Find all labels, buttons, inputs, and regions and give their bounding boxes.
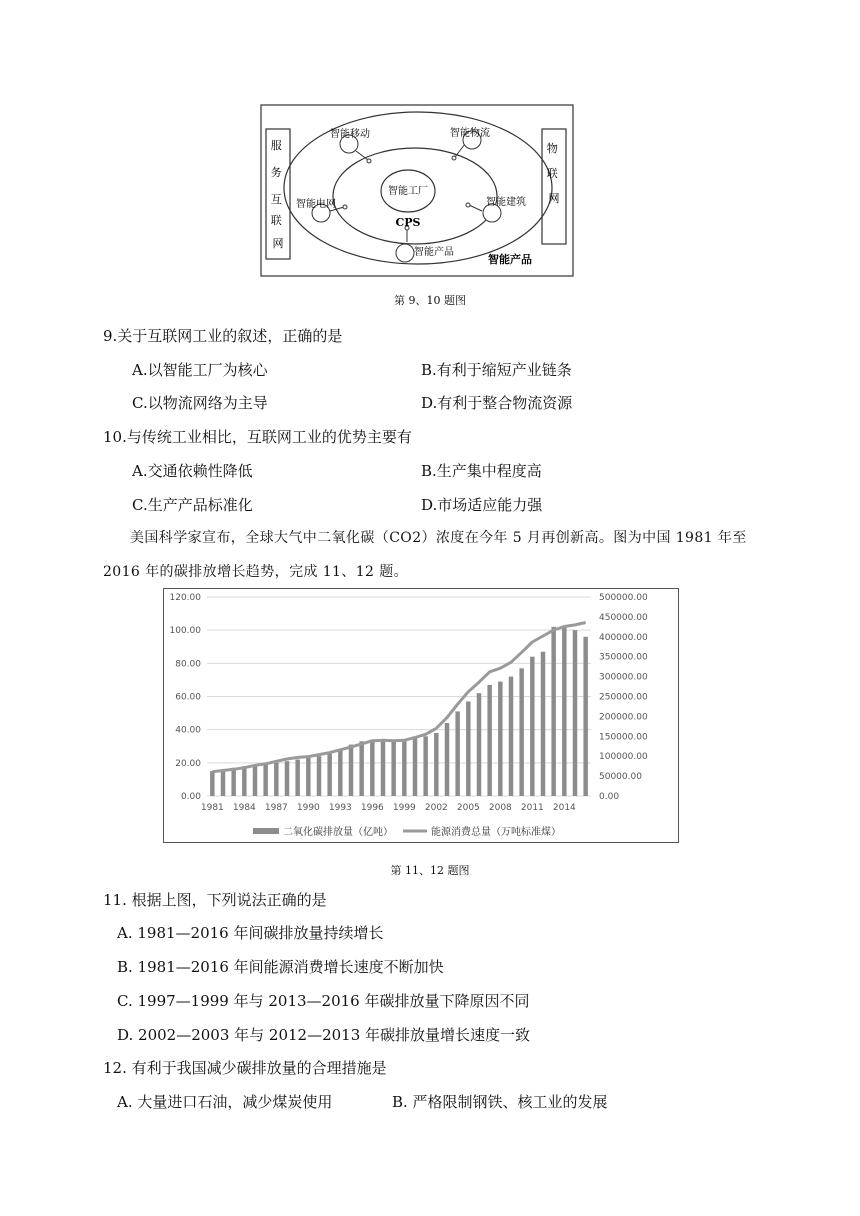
bar-co2 [519, 668, 523, 796]
y-right-tick-label: 400000.00 [599, 632, 648, 643]
y-left-tick-label: 0.00 [180, 792, 201, 802]
node-circle-product [396, 244, 414, 262]
q9-stem: 9.关于互联网工业的叙述，正确的是 [103, 327, 343, 345]
q11-option-b[interactable]: B. 1981—2016 年间能源消费增长速度不断加快 [117, 958, 444, 976]
x-tick-label: 2002 [424, 803, 448, 813]
y-left-tick-label: 20.00 [175, 758, 201, 769]
y-right-tick-label: 300000.00 [599, 672, 648, 683]
node-label-building: 智能建筑 [486, 197, 526, 208]
node-label-product: 智能产品 [414, 247, 454, 258]
bar-co2 [391, 741, 395, 796]
y-left-tick-label: 100.00 [169, 626, 201, 637]
legend-label-energy: 能源消费总量（万吨标准煤） [431, 827, 561, 838]
bar-co2 [253, 764, 257, 796]
q10-option-b[interactable]: B.生产集中程度高 [421, 462, 542, 480]
internet-industry-diagram [260, 104, 575, 278]
y-right-tick-label: 350000.00 [599, 652, 648, 663]
left-box-char-5: 网 [272, 237, 284, 250]
legend-swatch-co2 [253, 828, 279, 834]
bar-co2 [541, 652, 545, 796]
carbon-emission-chart [163, 588, 679, 843]
bar-co2 [487, 685, 491, 796]
legend-label-co2: 二氧化碳排放量（亿吨） [283, 827, 393, 838]
x-tick-label: 1993 [328, 803, 352, 813]
left-box-char-2: 务 [270, 166, 282, 179]
y-right-tick-label: 500000.00 [599, 593, 648, 603]
q10-stem: 10.与传统工业相比，互联网工业的优势主要有 [103, 428, 412, 446]
bar-co2 [551, 627, 555, 796]
bar-co2 [231, 768, 235, 796]
bar-co2 [242, 766, 246, 796]
bar-co2 [317, 756, 321, 796]
bar-co2 [413, 738, 417, 796]
bar-co2 [295, 760, 299, 796]
bar-co2 [210, 771, 214, 796]
y-right-tick-label: 450000.00 [599, 612, 648, 623]
right-box-char-3: 网 [548, 192, 560, 205]
y-right-tick-label: 150000.00 [599, 732, 648, 743]
bar-co2 [349, 745, 353, 796]
x-tick-label: 1984 [232, 803, 256, 813]
right-box-label [547, 141, 562, 205]
bar-co2 [359, 741, 363, 796]
passage-line-2: 2016 年的碳排放增长趋势，完成 11、12 题。 [103, 564, 409, 580]
bar-co2 [381, 740, 385, 796]
q9-option-a[interactable]: A.以智能工厂为核心 [132, 361, 268, 379]
x-tick-label: 2005 [456, 803, 480, 813]
q11-option-c[interactable]: C. 1997—1999 年与 2013—2016 年碳排放量下降原因不同 [117, 992, 530, 1010]
left-box-char-1: 服 [270, 139, 282, 152]
bar-co2 [338, 750, 342, 796]
node-label-logistics: 智能物流 [450, 128, 490, 139]
y-right-tick-label: 100000.00 [599, 752, 648, 763]
bar-co2 [285, 761, 289, 796]
q10-option-d[interactable]: D.市场适应能力强 [421, 496, 543, 514]
bar-co2 [370, 740, 374, 796]
y-right-tick-label: 0.00 [599, 792, 620, 802]
bar-co2 [562, 627, 566, 796]
bar-co2 [306, 758, 310, 796]
y-left-tick-label: 80.00 [175, 659, 201, 670]
y-right-tick-label: 50000.00 [599, 772, 642, 783]
bar-co2 [530, 657, 534, 796]
q9-option-b[interactable]: B.有利于缩短产业链条 [421, 361, 572, 379]
bar-co2 [583, 637, 587, 796]
x-tick-label: 1990 [296, 803, 320, 813]
q11-option-d[interactable]: D. 2002—2003 年与 2012—2013 年碳排放量增长速度一致 [117, 1026, 531, 1044]
bar-co2 [423, 736, 427, 796]
caption-fig-9-10: 第 9、10 题图 [394, 294, 466, 307]
bar-co2 [434, 733, 438, 796]
bar-co2 [327, 753, 331, 796]
q9-option-c[interactable]: C.以物流网络为主导 [132, 394, 268, 412]
node-label-mobile: 智能移动 [330, 129, 370, 140]
bar-co2 [263, 764, 267, 796]
q10-option-a[interactable]: A.交通依赖性降低 [132, 462, 253, 480]
bar-co2 [573, 630, 577, 796]
bar-co2 [274, 763, 278, 796]
right-box-char-2: 联 [546, 167, 558, 180]
x-tick-label: 1981 [200, 803, 224, 813]
left-box-char-3: 互 [270, 193, 282, 206]
bar-co2 [402, 741, 406, 796]
x-tick-label: 1987 [264, 803, 288, 813]
y-right-tick-label: 200000.00 [599, 712, 648, 723]
bar-co2 [466, 701, 470, 796]
passage-line-1: 美国科学家宣布，全球大气中二氧化碳（CO2）浓度在今年 5 月再创新高。图为中国 1981 年至 [130, 530, 747, 546]
y-left-tick-label: 120.00 [169, 593, 201, 603]
outer-label: 智能产品 [488, 253, 532, 266]
cps-label: CPS [395, 216, 421, 229]
caption-fig-11-12: 第 11、12 题图 [390, 864, 470, 877]
x-tick-label: 2014 [552, 803, 576, 813]
x-tick-label: 2011 [520, 803, 544, 813]
q12-option-b[interactable]: B. 严格限制钢铁、核工业的发展 [392, 1093, 608, 1111]
x-tick-label: 1999 [392, 803, 416, 813]
q10-option-c[interactable]: C.生产产品标准化 [132, 496, 253, 514]
y-left-tick-label: 60.00 [175, 692, 201, 703]
right-box-char-1: 物 [546, 142, 558, 155]
bar-co2 [477, 693, 481, 796]
q11-stem: 11. 根据上图，下列说法正确的是 [103, 891, 327, 909]
y-right-tick-label: 250000.00 [599, 692, 648, 703]
q9-option-d[interactable]: D.有利于整合物流资源 [421, 394, 573, 412]
y-left-tick-label: 40.00 [175, 725, 201, 736]
left-box-char-4: 联 [270, 214, 282, 227]
q12-stem: 12. 有利于我国减少碳排放量的合理措施是 [103, 1059, 387, 1077]
node-label-grid: 智能电网 [296, 199, 336, 210]
q11-option-a[interactable]: A. 1981—2016 年间碳排放量持续增长 [117, 924, 384, 942]
bar-co2 [455, 711, 459, 796]
q12-option-a[interactable]: A. 大量进口石油，减少煤炭使用 [117, 1093, 333, 1111]
bar-co2 [509, 677, 513, 796]
x-tick-label: 2008 [488, 803, 512, 813]
x-tick-label: 1996 [360, 803, 384, 813]
bar-co2 [445, 723, 449, 796]
bar-co2 [221, 769, 225, 796]
center-label: 智能工厂 [388, 186, 428, 197]
bar-co2 [498, 682, 502, 796]
